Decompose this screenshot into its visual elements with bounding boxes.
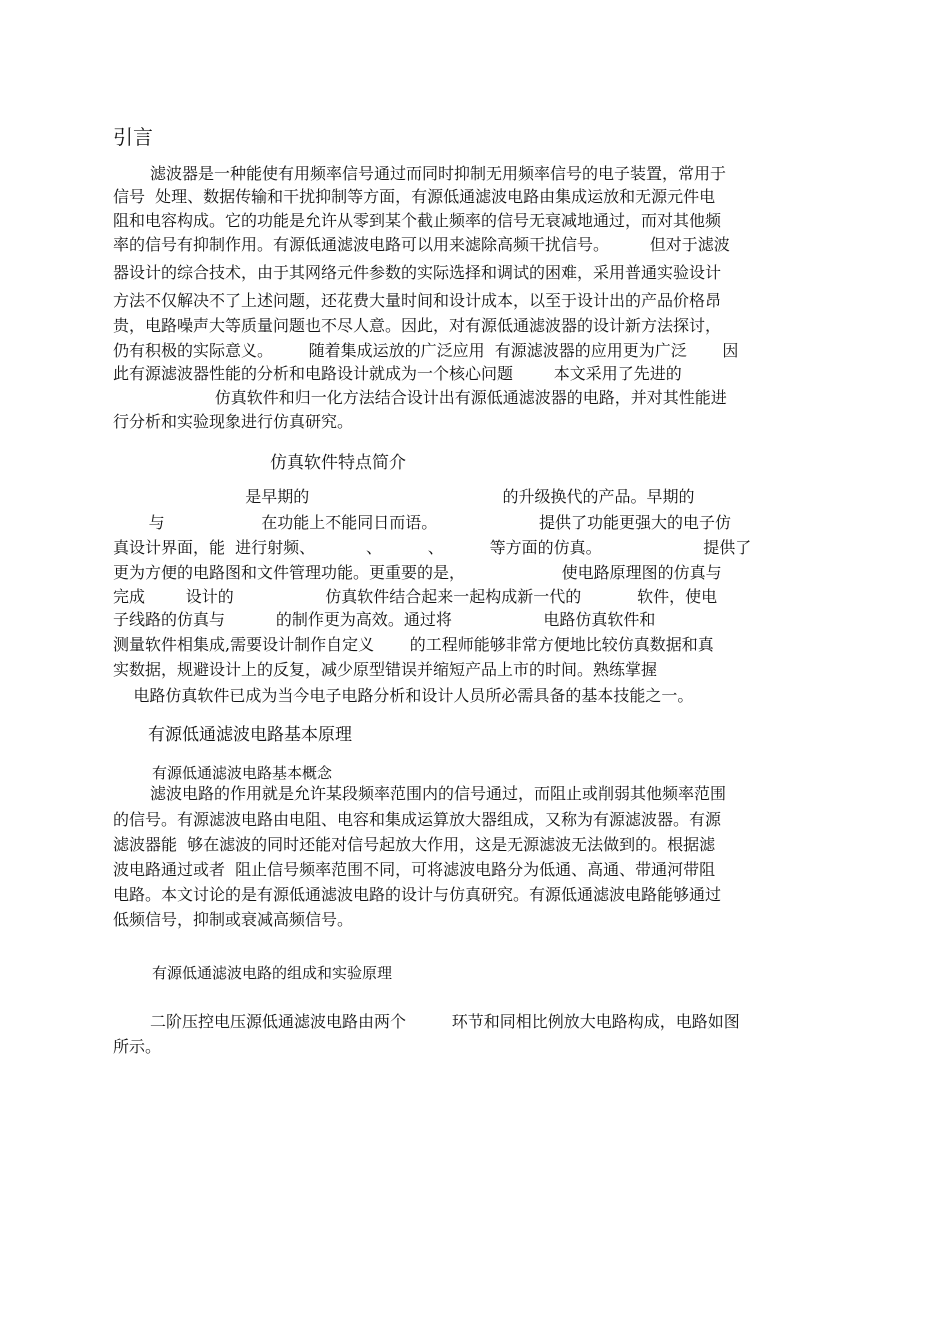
text-line: 滤波电路的作用就是允许某段频率范围内的信号通过，而阻止或削弱其他频率范围	[150, 784, 727, 803]
text-line: 低频信号，抑制或衰减高频信号。	[113, 910, 354, 929]
text-line: 子线路的仿真与 的制作更为高效。通过将 电路仿真软件和	[113, 610, 656, 629]
text-line: 信号 处理、数据传输和干扰抑制等方面，有源低通滤波电路由集成运放和无源元件电	[113, 187, 716, 206]
text-line: 率的信号有抑制作用。有源低通滤波电路可以用来滤除高频干扰信号。 但对于滤波	[113, 235, 730, 254]
text-line: 测量软件相集成,需要设计制作自定义 的工程师能够非常方便地比较仿真数据和真	[113, 635, 714, 654]
text-line: 实数据，规避设计上的反复，减少原型错误并缩短产品上市的时间。熟练掌握	[113, 660, 658, 679]
text-line: 滤波器是一种能使有用频率信号通过而同时抑制无用频率信号的电子装置，常用于	[150, 164, 727, 183]
text-line: 阻和电容构成。它的功能是允许从零到某个截止频率的信号无衰减地通过，而对其他频	[113, 211, 722, 230]
text-line: 更为方便的电路图和文件管理功能。更重要的是， 使电路原理图的仿真与	[113, 563, 722, 582]
text-line: 器设计的综合技术，由于其网络元件参数的实际选择和调试的困难，采用普通实验设计	[113, 263, 722, 282]
composition-subheading: 有源低通滤波电路的组成和实验原理	[152, 964, 393, 982]
text-line: 仿真软件和归一化方法结合设计出有源低通滤波器的电路，并对其性能进	[113, 388, 727, 407]
text-line: 二阶压控电压源低通滤波电路由两个 环节和同相比例放大电路构成，电路如图	[150, 1012, 740, 1031]
text-line: 滤波器能 够在滤波的同时还能对信号起放大作用，这是无源滤波无法做到的。根据滤	[113, 835, 716, 854]
text-line: 所示。	[113, 1037, 162, 1056]
text-line: 行分析和实验现象进行仿真研究。	[113, 412, 354, 431]
text-line: 波电路通过或者 阻止信号频率范围不同，可将滤波电路分为低通、高通、带通河带阻	[113, 860, 716, 879]
concept-subheading: 有源低通滤波电路基本概念	[152, 764, 333, 782]
software-heading: 仿真软件特点简介	[270, 453, 406, 473]
text-line: 完成 设计的 仿真软件结合起来一起构成新一代的 软件，使电	[113, 587, 718, 606]
text-line: 电路仿真软件已成为当今电子电路分析和设计人员所必需具备的基本技能之一。	[113, 686, 694, 705]
text-line: 真设计界面，能 进行射频、 、 、 等方面的仿真。 提供了	[113, 538, 752, 557]
text-line: 与 在功能上不能同日而语。 提供了功能更强大的电子仿	[113, 513, 731, 532]
text-line: 是早期的 的升级换代的产品。早期的	[113, 487, 695, 506]
text-line: 电路。本文讨论的是有源低通滤波电路的设计与仿真研究。有源低通滤波电路能够通过	[113, 885, 722, 904]
text-line: 此有源滤波器性能的分析和电路设计就成为一个核心问题 本文采用了先进的	[113, 364, 682, 383]
intro-heading: 引言	[113, 125, 153, 149]
text-line: 方法不仅解决不了上述问题，还花费大量时间和设计成本，以至于设计出的产品价格昂	[113, 291, 722, 310]
text-line: 贵，电路噪声大等质量问题也不尽人意。因此，对有源低通滤波器的设计新方法探讨，	[113, 316, 722, 335]
principle-heading: 有源低通滤波电路基本原理	[148, 725, 352, 745]
text-line: 仍有积极的实际意义。 随着集成运放的广泛应用 有源滤波器的应用更为广泛 因	[113, 341, 739, 360]
text-line: 的信号。有源滤波电路由电阻、电容和集成运算放大器组成，又称为有源滤波器。有源	[113, 810, 722, 829]
